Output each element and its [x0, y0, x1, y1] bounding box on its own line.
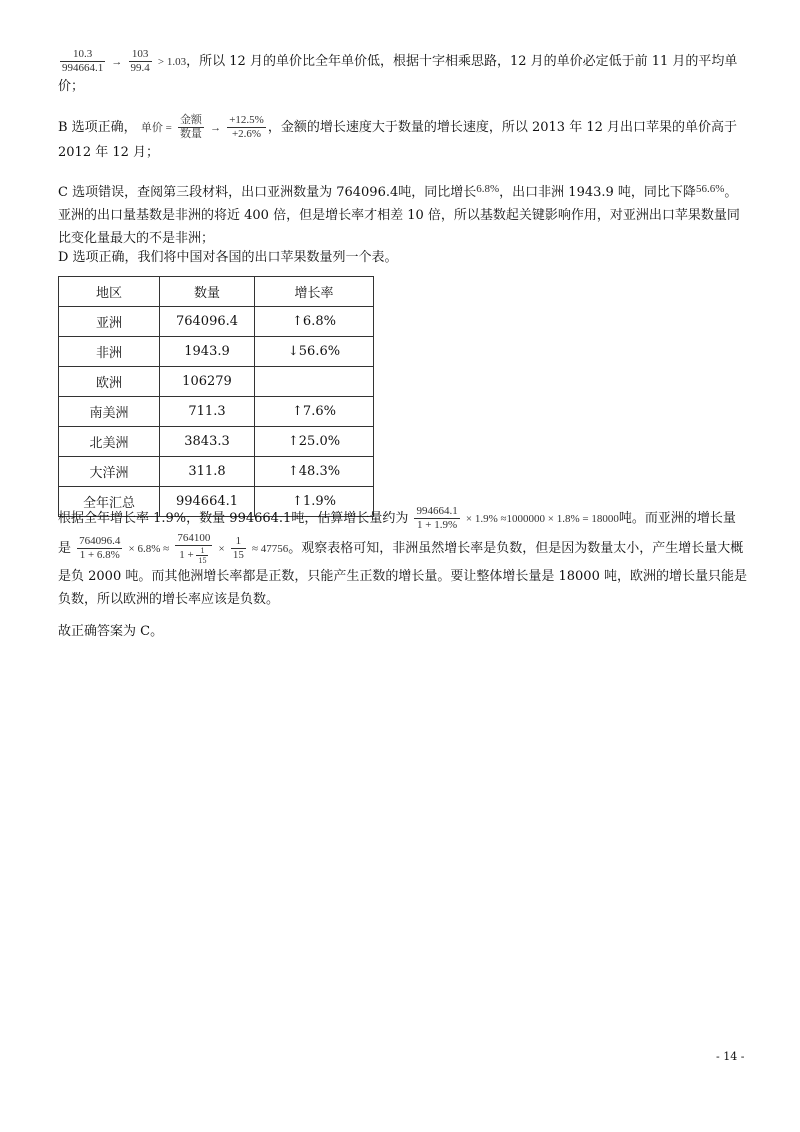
- header-cell: 地区: [59, 277, 160, 307]
- table-header-row: [59, 277, 374, 307]
- paragraph-b-option: [58, 114, 748, 164]
- text-run: 吨。而亚洲的增长量是: [58, 511, 736, 556]
- text-run: 根据全年增长率 1.9%，数量 994664.1吨，估算增长量约为: [58, 511, 409, 526]
- table-cell: ↑25.0%: [255, 427, 374, 457]
- math-run: ×: [218, 543, 225, 555]
- fraction: 764100 1 + $\frac{1}{15}$: [177, 532, 211, 565]
- table-cell: 大洋洲: [59, 457, 160, 487]
- math-run: 1000000 × 1.8% = 18000: [506, 513, 619, 525]
- text-run: 。观察表格可知，非洲虽然增长率是负数，但是因为数量太小，产生增长量大概是负 2000 吨。而其他洲增长率都是正数，只能产生正数的增长量。要让整体增长量是 18000 吨，欧洲的增长量只能是负数，所以欧洲的增长率应该是负数。: [58, 541, 747, 607]
- fraction: $\frac{\text{金额}}{\text{数量}}$: [179, 114, 202, 140]
- table-cell: 亚洲: [59, 307, 160, 337]
- table-cell: ↑7.6%: [255, 397, 374, 427]
- paragraph-a-conclusion: [58, 48, 748, 98]
- formula-label: 单价 =: [140, 122, 172, 134]
- math-run: ≈ 47756: [251, 543, 289, 555]
- header-cell: 增长率: [255, 277, 374, 307]
- comparison: > 1.03: [157, 56, 187, 68]
- paragraph-d-option: D 选项正确，我们将中国对各国的出口苹果数量列一个表。: [58, 250, 398, 265]
- table-cell: ↑1.9%: [255, 487, 374, 517]
- growth-value: 6.8%: [476, 183, 500, 195]
- fraction: $\frac{764096.4}{1 + 6.8\%}$: [79, 535, 121, 561]
- table-cell: 全年汇总: [59, 487, 160, 517]
- fraction: $\frac{103}{99.4}$: [130, 48, 150, 74]
- table-row: [59, 457, 374, 487]
- table-cell: 非洲: [59, 337, 160, 367]
- table-row: [59, 307, 374, 337]
- table-cell: 311.8: [160, 457, 255, 487]
- table-cell: ↑6.8%: [255, 307, 374, 337]
- table-row: [59, 397, 374, 427]
- table-cell: ↓56.6%: [255, 337, 374, 367]
- table-cell: 欧洲: [59, 367, 160, 397]
- paragraph-estimate: [58, 505, 748, 611]
- arrow: →: [111, 56, 123, 68]
- paragraph-c-option: [58, 178, 748, 250]
- table-cell: ↑48.3%: [255, 457, 374, 487]
- decline-value: 56.6%: [695, 183, 725, 195]
- fraction: $\frac{10.3}{994664.1}$: [62, 48, 104, 74]
- table-row: [59, 427, 374, 457]
- table-cell: 764096.4: [160, 307, 255, 337]
- fraction: $\frac{1}{15}$: [232, 535, 244, 561]
- math-run: × 1.9% ≈: [465, 513, 507, 525]
- arrow: →: [210, 122, 222, 134]
- table-cell: 106279: [160, 367, 255, 397]
- fraction: $\frac{+12.5\%}{+2.6\%}$: [229, 114, 264, 140]
- table-cell: 3843.3: [160, 427, 255, 457]
- text-run: C 选项错误，查阅第三段材料，出口亚洲数量为 764096.4吨，同比增长: [58, 185, 477, 200]
- table-cell: 南美洲: [59, 397, 160, 427]
- math-run: × 6.8% ≈: [128, 543, 170, 555]
- page-number: - 14 -: [716, 1050, 745, 1063]
- text-run: 。亚洲的出口量基数是非洲的将近 400 倍，但是增长率才相差 10 倍，所以基数起关键影响作用，对亚洲出口苹果数量同比变化量最大的不是非洲；: [58, 185, 740, 246]
- table-cell: 994664.1: [160, 487, 255, 517]
- table-cell: [255, 367, 374, 397]
- text-run: ，出口非洲 1943.9 吨，同比下降: [499, 185, 696, 200]
- paragraph-text: ，金额的增长速度大于数量的增长速度，所以 2013 年 12 月出口苹果的单价高于 2012 年 12 月；: [58, 120, 737, 160]
- table-cell: 711.3: [160, 397, 255, 427]
- paragraph-text: ，所以 12 月的单价比全年单价低，根据十字相乘思路，12 月的单价必定低于前 11 月的平均单价；: [58, 54, 738, 94]
- answer-line: 故正确答案为 C。: [58, 624, 164, 639]
- table-row: [59, 337, 374, 367]
- table-row: [59, 367, 374, 397]
- table-cell: 1943.9: [160, 337, 255, 367]
- fraction: $\frac{994664.1}{1 + 1.9\%}$: [416, 505, 458, 531]
- option-label: B 选项正确，: [58, 120, 137, 135]
- table-cell: 北美洲: [59, 427, 160, 457]
- header-cell: 数量: [160, 277, 255, 307]
- export-table: [58, 276, 374, 517]
